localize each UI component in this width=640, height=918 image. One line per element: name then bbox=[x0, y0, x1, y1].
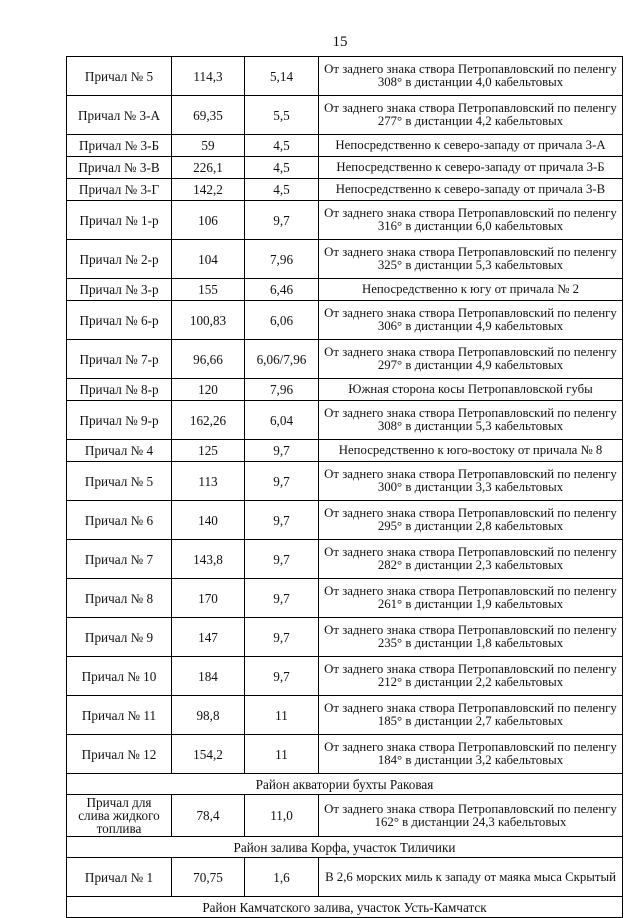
location-cell: От заднего знака створа Петропавловский по пеленгу 235° в дистанции 1,8 кабельтовых bbox=[319, 618, 623, 657]
berth-name-cell: Причал № 2-р bbox=[67, 240, 172, 279]
table-row bbox=[67, 201, 623, 240]
location-cell: От заднего знака створа Петропавловский по пеленгу 184° в дистанции 3,2 кабельтовых bbox=[319, 735, 623, 774]
location-cell: Непосредственно к северо-западу от причала 3-А bbox=[319, 135, 623, 157]
berth-name-cell: Причал № 4 bbox=[67, 440, 172, 462]
location-cell: От заднего знака створа Петропавловский по пеленгу 316° в дистанции 6,0 кабельтовых bbox=[319, 201, 623, 240]
length-cell: 155 bbox=[172, 279, 245, 301]
table-row bbox=[67, 301, 623, 340]
length-cell: 142,2 bbox=[172, 179, 245, 201]
table-row bbox=[67, 135, 623, 157]
location-cell: В 2,6 морских миль к западу от маяка мыса Скрытый bbox=[319, 858, 623, 897]
berth-name-cell: Причал № 3-р bbox=[67, 279, 172, 301]
berth-name-cell: Причал № 3-В bbox=[67, 157, 172, 179]
table-row bbox=[67, 735, 623, 774]
location-cell: От заднего знака створа Петропавловский по пеленгу 282° в дистанции 2,3 кабельтовых bbox=[319, 540, 623, 579]
table-row bbox=[67, 795, 623, 837]
berth-name-cell: Причал № 3-Б bbox=[67, 135, 172, 157]
length-cell: 226,1 bbox=[172, 157, 245, 179]
length-cell: 104 bbox=[172, 240, 245, 279]
berth-name-cell: Причал № 3-Г bbox=[67, 179, 172, 201]
page-number: 15 bbox=[332, 34, 348, 50]
depth-cell: 4,5 bbox=[245, 157, 319, 179]
depth-cell: 9,7 bbox=[245, 657, 319, 696]
table-row bbox=[67, 540, 623, 579]
length-cell: 147 bbox=[172, 618, 245, 657]
table-row bbox=[67, 279, 623, 301]
length-cell: 143,8 bbox=[172, 540, 245, 579]
length-cell: 96,66 bbox=[172, 340, 245, 379]
berth-name-cell: Причал № 6-р bbox=[67, 301, 172, 340]
location-cell: От заднего знака створа Петропавловский по пеленгу 261° в дистанции 1,9 кабельтовых bbox=[319, 579, 623, 618]
length-cell: 106 bbox=[172, 201, 245, 240]
length-cell: 113 bbox=[172, 462, 245, 501]
berth-name-cell: Причал № 9-р bbox=[67, 401, 172, 440]
location-cell: От заднего знака створа Петропавловский по пеленгу 297° в дистанции 4,9 кабельтовых bbox=[319, 340, 623, 379]
section-title: Район залива Корфа, участок Тиличики bbox=[67, 837, 623, 858]
location-cell: От заднего знака створа Петропавловский по пеленгу 295° в дистанции 2,8 кабельтовых bbox=[319, 501, 623, 540]
table-row bbox=[67, 858, 623, 897]
table-row bbox=[67, 240, 623, 279]
berth-name-cell: Причал № 1 bbox=[67, 858, 172, 897]
location-cell: От заднего знака створа Петропавловский по пеленгу 277° в дистанции 4,2 кабельтовых bbox=[319, 96, 623, 135]
berth-name-cell: Причал № 7-р bbox=[67, 340, 172, 379]
section-title: Район Камчатского залива, участок Усть-Камчатск bbox=[67, 897, 623, 918]
depth-cell: 6,06/7,96 bbox=[245, 340, 319, 379]
depth-cell: 5,14 bbox=[245, 57, 319, 96]
location-cell: Непосредственно к северо-западу от причала 3-В bbox=[319, 179, 623, 201]
depth-cell: 4,5 bbox=[245, 135, 319, 157]
table-row bbox=[67, 618, 623, 657]
berth-name-cell: Причал № 12 bbox=[67, 735, 172, 774]
depth-cell: 9,7 bbox=[245, 540, 319, 579]
depth-cell: 9,7 bbox=[245, 440, 319, 462]
length-cell: 140 bbox=[172, 501, 245, 540]
location-cell: От заднего знака створа Петропавловский по пеленгу 308° в дистанции 5,3 кабельтовых bbox=[319, 401, 623, 440]
berth-name-cell: Причал № 7 bbox=[67, 540, 172, 579]
table-row bbox=[67, 96, 623, 135]
length-cell: 59 bbox=[172, 135, 245, 157]
berth-name-cell: Причал № 8-р bbox=[67, 379, 172, 401]
location-cell: От заднего знака створа Петропавловский по пеленгу 306° в дистанции 4,9 кабельтовых bbox=[319, 301, 623, 340]
location-cell: От заднего знака створа Петропавловский по пеленгу 185° в дистанции 2,7 кабельтовых bbox=[319, 696, 623, 735]
table-row bbox=[67, 57, 623, 96]
depth-cell: 9,7 bbox=[245, 201, 319, 240]
berth-name-cell: Причал № 6 bbox=[67, 501, 172, 540]
berths-table-body bbox=[67, 57, 623, 918]
berth-name-cell: Причал № 5 bbox=[67, 462, 172, 501]
length-cell: 69,35 bbox=[172, 96, 245, 135]
length-cell: 78,4 bbox=[172, 795, 245, 837]
depth-cell: 6,46 bbox=[245, 279, 319, 301]
berth-name-cell: Причал № 10 bbox=[67, 657, 172, 696]
length-cell: 98,8 bbox=[172, 696, 245, 735]
berth-name-cell: Причал № 8 bbox=[67, 579, 172, 618]
table-row bbox=[67, 501, 623, 540]
depth-cell: 6,06 bbox=[245, 301, 319, 340]
location-cell: От заднего знака створа Петропавловский по пеленгу 325° в дистанции 5,3 кабельтовых bbox=[319, 240, 623, 279]
berths-table bbox=[66, 56, 623, 918]
section-row bbox=[67, 774, 623, 795]
length-cell: 114,3 bbox=[172, 57, 245, 96]
depth-cell: 11,0 bbox=[245, 795, 319, 837]
table-row bbox=[67, 401, 623, 440]
section-row bbox=[67, 897, 623, 918]
berth-name-cell: Причал для слива жидкого топлива bbox=[67, 795, 172, 837]
section-row bbox=[67, 837, 623, 858]
length-cell: 184 bbox=[172, 657, 245, 696]
length-cell: 120 bbox=[172, 379, 245, 401]
depth-cell: 9,7 bbox=[245, 462, 319, 501]
berth-name-cell: Причал № 1-р bbox=[67, 201, 172, 240]
depth-cell: 11 bbox=[245, 735, 319, 774]
depth-cell: 9,7 bbox=[245, 618, 319, 657]
depth-cell: 9,7 bbox=[245, 579, 319, 618]
length-cell: 170 bbox=[172, 579, 245, 618]
depth-cell: 6,04 bbox=[245, 401, 319, 440]
table-row bbox=[67, 440, 623, 462]
length-cell: 125 bbox=[172, 440, 245, 462]
location-cell: От заднего знака створа Петропавловский по пеленгу 308° в дистанции 4,0 кабельтовых bbox=[319, 57, 623, 96]
length-cell: 100,83 bbox=[172, 301, 245, 340]
berth-name-cell: Причал № 11 bbox=[67, 696, 172, 735]
location-cell: Южная сторона косы Петропавловской губы bbox=[319, 379, 623, 401]
length-cell: 162,26 bbox=[172, 401, 245, 440]
location-cell: От заднего знака створа Петропавловский по пеленгу 162° в дистанции 24,3 кабельтовых bbox=[319, 795, 623, 837]
berth-name-cell: Причал № 9 bbox=[67, 618, 172, 657]
berth-name-cell: Причал № 3-А bbox=[67, 96, 172, 135]
depth-cell: 1,6 bbox=[245, 858, 319, 897]
table-row bbox=[67, 340, 623, 379]
table-row bbox=[67, 696, 623, 735]
depth-cell: 5,5 bbox=[245, 96, 319, 135]
location-cell: Непосредственно к юго-востоку от причала № 8 bbox=[319, 440, 623, 462]
berth-name-cell: Причал № 5 bbox=[67, 57, 172, 96]
table-row bbox=[67, 657, 623, 696]
table-row bbox=[67, 179, 623, 201]
location-cell: От заднего знака створа Петропавловский по пеленгу 212° в дистанции 2,2 кабельтовых bbox=[319, 657, 623, 696]
depth-cell: 9,7 bbox=[245, 501, 319, 540]
table-row bbox=[67, 157, 623, 179]
depth-cell: 7,96 bbox=[245, 379, 319, 401]
depth-cell: 11 bbox=[245, 696, 319, 735]
table-row bbox=[67, 579, 623, 618]
table-row bbox=[67, 462, 623, 501]
depth-cell: 4,5 bbox=[245, 179, 319, 201]
section-title: Район акватории бухты Раковая bbox=[67, 774, 623, 795]
location-cell: Непосредственно к северо-западу от причала 3-Б bbox=[319, 157, 623, 179]
length-cell: 154,2 bbox=[172, 735, 245, 774]
length-cell: 70,75 bbox=[172, 858, 245, 897]
location-cell: Непосредственно к югу от причала № 2 bbox=[319, 279, 623, 301]
location-cell: От заднего знака створа Петропавловский по пеленгу 300° в дистанции 3,3 кабельтовых bbox=[319, 462, 623, 501]
depth-cell: 7,96 bbox=[245, 240, 319, 279]
table-row bbox=[67, 379, 623, 401]
